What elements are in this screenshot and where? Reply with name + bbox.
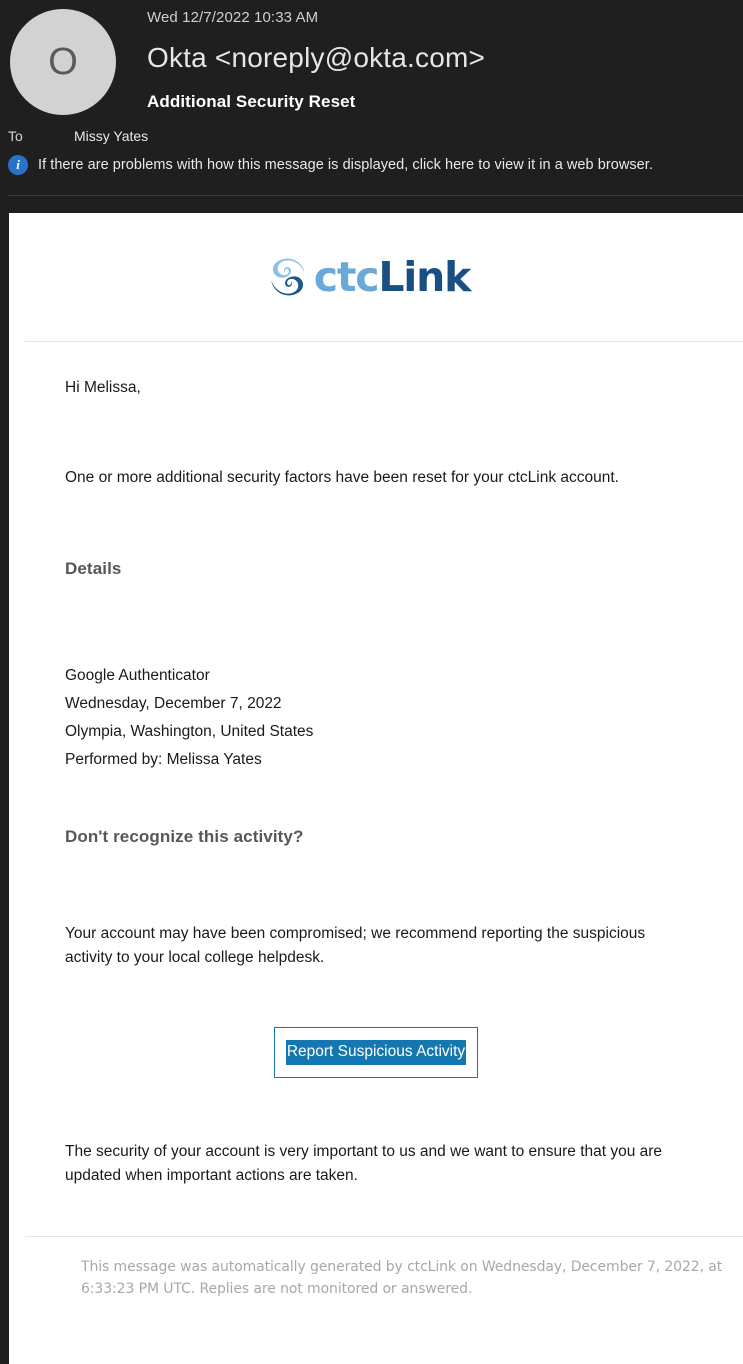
detail-date: Wednesday, December 7, 2022 [65, 695, 282, 712]
info-icon: i [8, 155, 28, 175]
greeting-text: Hi Melissa, [65, 379, 141, 396]
detail-location: Olympia, Washington, United States [65, 723, 314, 740]
email-body [9, 213, 743, 1364]
closing-text: The security of your account is very important to us and we want to ensure that you are updated when important actions are taken. [65, 1142, 663, 1184]
view-in-browser-bar[interactable] [8, 155, 653, 175]
recipients-row [8, 128, 148, 144]
ctclink-logo [266, 252, 471, 301]
message-header [0, 0, 743, 196]
logo-divider [25, 341, 743, 342]
cta-container [65, 1027, 743, 1078]
avatar-initial: O [48, 41, 78, 83]
to-label: To [8, 128, 23, 144]
sender-address[interactable]: Okta <noreply@okta.com> [147, 42, 486, 73]
footer-disclaimer: This message was automatically generated by ctcLink on Wednesday, December 7, 2022, at 6:33:23 PM UTC. Replies are not monitored or answered. [81, 1258, 723, 1297]
details-heading: Details [65, 559, 122, 578]
email-content [9, 379, 743, 1188]
header-divider [8, 195, 743, 196]
details-list [65, 662, 743, 774]
recognize-heading: Don't recognize this activity? [65, 827, 304, 846]
logo-text-ctc: ctc [313, 252, 379, 301]
logo-wordmark [313, 252, 471, 301]
brand-logo-area [9, 213, 743, 341]
detail-factor: Google Authenticator [65, 667, 210, 684]
logo-text-link: Link [378, 252, 471, 301]
recipient-name[interactable]: Missy Yates [74, 128, 149, 144]
report-suspicious-activity-button[interactable] [274, 1027, 478, 1078]
report-suspicious-activity-label: Report Suspicious Activity [286, 1040, 466, 1065]
warning-text: Your account may have been compromised; we recommend reporting the suspicious activity to your local college helpdesk. [65, 925, 646, 966]
ctclink-swirl-icon [266, 255, 310, 299]
view-in-browser-text[interactable]: If there are problems with how this message is displayed, click here to view it in a web browser. [38, 157, 653, 173]
message-subject: Additional Security Reset [147, 92, 356, 111]
intro-text: One or more additional security factors have been reset for your ctcLink account. [65, 469, 619, 486]
message-timestamp: Wed 12/7/2022 10:33 AM [147, 9, 319, 26]
avatar [10, 9, 116, 115]
detail-performed-by: Performed by: Melissa Yates [65, 751, 262, 768]
